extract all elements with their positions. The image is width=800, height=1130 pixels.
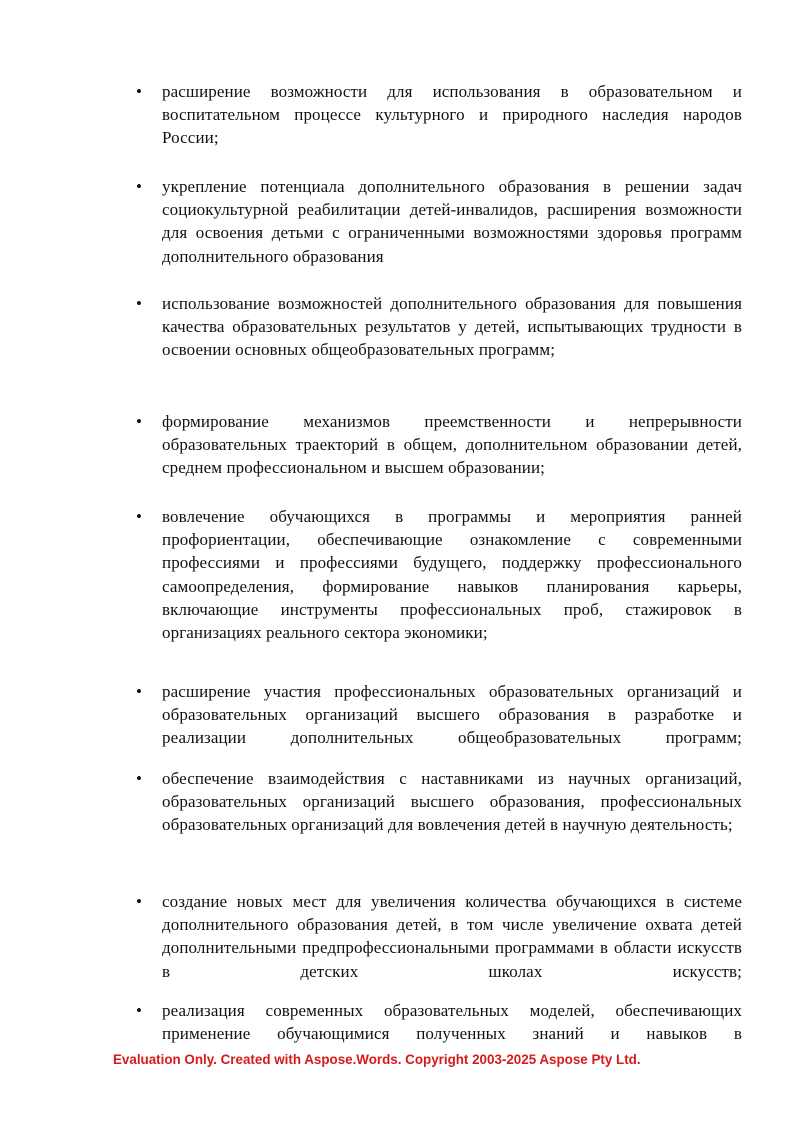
- list-item-text: расширение возможности для использования в образовательном и воспитательном процессе культурного и природного наследия народов России;: [162, 82, 742, 148]
- list-item-text: обеспечение взаимодействия с наставниками из научных организаций, образовательных организаций высшего образования, профессиональных образовательных организаций для вовлечения детей в научную деятельность;: [162, 769, 742, 835]
- list-item-text: формирование механизмов преемственности и непрерывности образовательных траекторий в общем, дополнительном образовании детей, среднем профессиональном и высшем образовании;: [162, 412, 742, 478]
- list-item-text: вовлечение обучающихся в программы и мероприятия ранней профориентации, обеспечивающие ознакомление с современными профессиями и профессиями будущего, поддержку профессионального самоопределения, формирование навыков планирования карьеры, включающие инструменты профессиональных проб, стажировок в организациях реального сектора экономики;: [162, 507, 742, 643]
- bullet-icon: •: [136, 507, 142, 526]
- bullet-icon: •: [136, 892, 142, 911]
- list-item-text: укрепление потенциала дополнительного образования в решении задач социокультурной реабилитации детей-инвалидов, расширения возможности для освоения детьми с ограниченными возможностями здоровья программ дополнительного образования: [162, 177, 742, 266]
- bullet-icon: •: [136, 1001, 142, 1020]
- list-item-text: реализация современных образовательных моделей, обеспечивающих применение обучающимися полученных знаний и навыков в: [162, 1001, 742, 1044]
- bullet-icon: •: [136, 294, 142, 313]
- list-item-text: использование возможностей дополнительного образования для повышения качества образовательных результатов у детей, испытывающих трудности в освоении основных общеобразовательных программ;: [162, 294, 742, 360]
- bullet-icon: •: [136, 682, 142, 701]
- list-item-text: создание новых мест для увеличения количества обучающихся в системе дополнительного образования детей, в том числе увеличение охвата детей дополнительными предпрофессиональными программами в области искусств в детских школах искусств;: [162, 892, 742, 981]
- bullet-icon: •: [136, 412, 142, 431]
- bullet-icon: •: [136, 177, 142, 196]
- list-item-text: расширение участия профессиональных образовательных организаций и образовательных организаций высшего образования в разработке и реализации дополнительных общеобразовательных программ;: [162, 682, 742, 748]
- evaluation-watermark: Evaluation Only. Created with Aspose.Words. Copyright 2003-2025 Aspose Pty Ltd.: [113, 1052, 641, 1067]
- bullet-icon: •: [136, 82, 142, 101]
- bullet-icon: •: [136, 769, 142, 788]
